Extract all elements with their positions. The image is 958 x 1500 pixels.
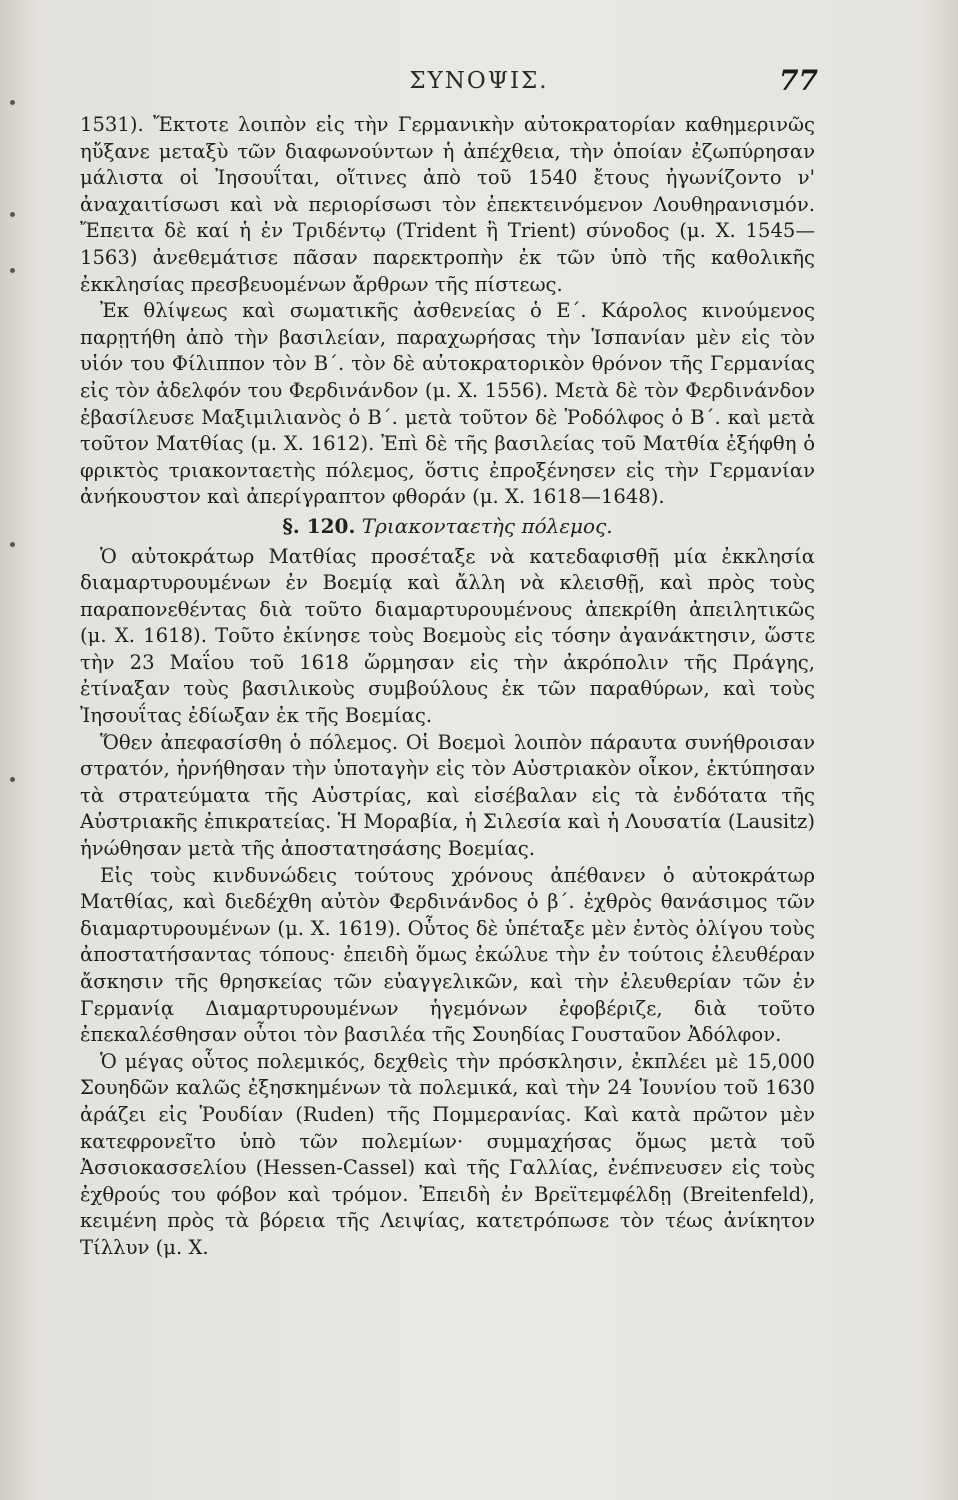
- section-heading: [80, 513, 815, 540]
- paragraph: Ἐκ θλίψεως καὶ σωματικῆς ἀσθενείας ὁ Ε΄. Κάρολος κινούμενος παρῃτήθη ἀπὸ τὴν βασιλείαν, παραχωρήσας τὴν Ἱσπανίαν μὲν εἰς τὸν υἱόν του Φίλιππον τὸν Β΄. τὸν δὲ αὐτοκρατορικὸν θρόνον τῆς Γερμανίας εἰς τὸν ἀδελφόν του Φερδινάνδον (μ. Χ. 1556). Μετὰ δὲ τὸν Φερδινάνδον ἐβασίλευσε Μαξιμιλιανὸς ὁ Β΄. μετὰ τοῦτον δὲ Ῥοδόλφος ὁ Β΄. καὶ μετὰ τοῦτον Ματθίας (μ. Χ. 1612). Ἐπὶ δὲ τῆς βασιλείας τοῦ Ματθία ἐξήφθη ὁ φρικτὸς τριακονταετὴς πόλεμος, ὅστις ἐπροξένησεν εἰς τὴν Γερμανίαν ἀνήκουστον καὶ ἀπερίγραπτον φθοράν (μ. Χ. 1618—1648).: [80, 299, 815, 509]
- margin-mark: [10, 212, 15, 217]
- margin-mark: [10, 542, 15, 547]
- paragraph: Ὁ αὐτοκράτωρ Ματθίας προσέταξε νὰ κατεδαφισθῇ μία ἐκκλησία διαμαρτυρουμένων ἐν Βοεμίᾳ καὶ ἄλλη νὰ κλεισθῇ, καὶ πρὸς τοὺς παραπονεθέντας διὰ τοῦτο διαμαρτυρουμένους ἀπεκρίθη ἀπειλητικῶς (μ. Χ. 1618). Τοῦτο ἐκίνησε τοὺς Βοεμοὺς εἰς τόσην ἀγανάκτησιν, ὥστε τὴν 23 Μαΐου τοῦ 1618 ὥρμησαν εἰς τὴν ἀκρόπολιν τῆς Πράγης, ἐτίναξαν τοὺς βασιλικοὺς συμβούλους ἐκ τῶν παραθύρων, καὶ τοὺς Ἰησουΐτας ἐδίωξαν ἐκ τῆς Βοεμίας.: [80, 544, 815, 728]
- page-header: [0, 62, 958, 102]
- body-text: [80, 112, 815, 1262]
- page-number: 77: [779, 64, 818, 97]
- paragraph: Ὁ μέγας οὗτος πολεμικός, δεχθεὶς τὴν πρόσκλησιν, ἐκπλέει μὲ 15,000 Σουηδῶν καλῶς ἐξησκημένων τὰ πολεμικά, καὶ τὴν 24 Ἰουνίου τοῦ 1630 ἀράζει εἰς Ῥουδίαν (Ruden) τῆς Πομμερανίας. Καὶ κατὰ πρῶτον μὲν κατεφρονεῖτο ὑπὸ τῶν πολεμίων· συμμαχήσας ὅμως μετὰ τοῦ Ἀσσιοκασσελίου (Hessen-Cassel) καὶ τῆς Γαλλίας, ἐνέπνευσεν εἰς τοὺς ἐχθρούς του φόβον καὶ τρόμον. Ἐπειδὴ ἐν Βρεϊτεμφέλδῃ (Breitenfeld), κειμένη πρὸς τὰ βόρεια τῆς Λειψίας, κατετρόπωσε τὸν τέως ἀνίκητον Τίλλυν (μ. Χ.: [80, 1049, 815, 1259]
- paragraph: Ὅθεν ἀπεφασίσθη ὁ πόλεμος. Οἱ Βοεμοὶ λοιπὸν πάραυτα συνήθροισαν στρατόν, ἠρνήθησαν τὴν ὑποταγὴν εἰς τὸν Αὐστριακὸν οἶκον, ἐκτύπησαν τὰ στρατεύματα τῆς Αὐστρίας, καὶ εἰσέβαλαν εἰς τὰ ἐνδότατα τῆς Αὐστριακῆς ἐπικρατείας. Ἡ Μοραβία, ἡ Σιλεσία καὶ ἡ Λουσατία (Lausitz) ἡνώθησαν μετὰ τῆς ἀποστατησάσης Βοεμίας.: [80, 730, 815, 861]
- paragraph: Εἰς τοὺς κινδυνώδεις τούτους χρόνους ἀπέθανεν ὁ αὐτοκράτωρ Ματθίας, καὶ διεδέχθη αὐτὸν Φερδινάνδος ὁ β΄. ἐχθρὸς θανάσιμος τῶν διαμαρτυρουμένων (μ. Χ. 1619). Οὗτος δὲ ὑπέταξε μὲν ἐντὸς ὀλίγου τοὺς ἀποστατήσαντας τόπους· ἐπειδὴ ὅμως ἐκώλυε τὴν ἐν τούτοις ἐλευθέραν ἄσκησιν τῆς θρησκείας τῶν εὐαγγελικῶν, καὶ τὴν ἐλευθερίαν τῶν ἐν Γερμανίᾳ Διαμαρτυρουμένων ἡγεμόνων ἐφοβέριζε, διὰ τοῦτο ἐπεκαλέσθησαν οὗτοι τὸν βασιλέα τῆς Σουηδίας Γουσταῦον Ἀδόλφον.: [80, 863, 815, 1047]
- section-number: §. 120.: [282, 513, 356, 538]
- section-title: Τριακονταετὴς πόλεμος.: [361, 513, 613, 538]
- margin-mark: [10, 777, 15, 782]
- paragraph: 1531). Ἔκτοτε λοιπὸν εἰς τὴν Γερμανικὴν αὐτοκρατορίαν καθημερινῶς ηὔξανε μεταξὺ τῶν διαφωνούντων ἡ ἀπέχθεια, τὴν ὁποίαν ἐζωπύρησαν μάλιστα οἱ Ἰησουΐται, οἵτινες ἀπὸ τοῦ 1540 ἔτους ἠγωνίζοντο ν' ἀναχαιτίσωσι καὶ νὰ περιορίσωσι τὸν ἐπεκτεινόμενον Λουθηρανισμόν. Ἔπειτα δὲ καί ἡ ἐν Τριδέντῳ (Trident ἢ Trient) σύνοδος (μ. Χ. 1545—1563) ἀνεθεμάτισε πᾶσαν παρεκτροπὴν ἐκ τῶν ὑπὸ τῆς καθολικῆς ἐκκλησίας πρεσβευομένων ἄρθρων τῆς πίστεως.: [80, 113, 815, 296]
- margin-mark: [10, 268, 15, 273]
- running-head: ΣΥΝΟΨΙΣ.: [409, 68, 549, 94]
